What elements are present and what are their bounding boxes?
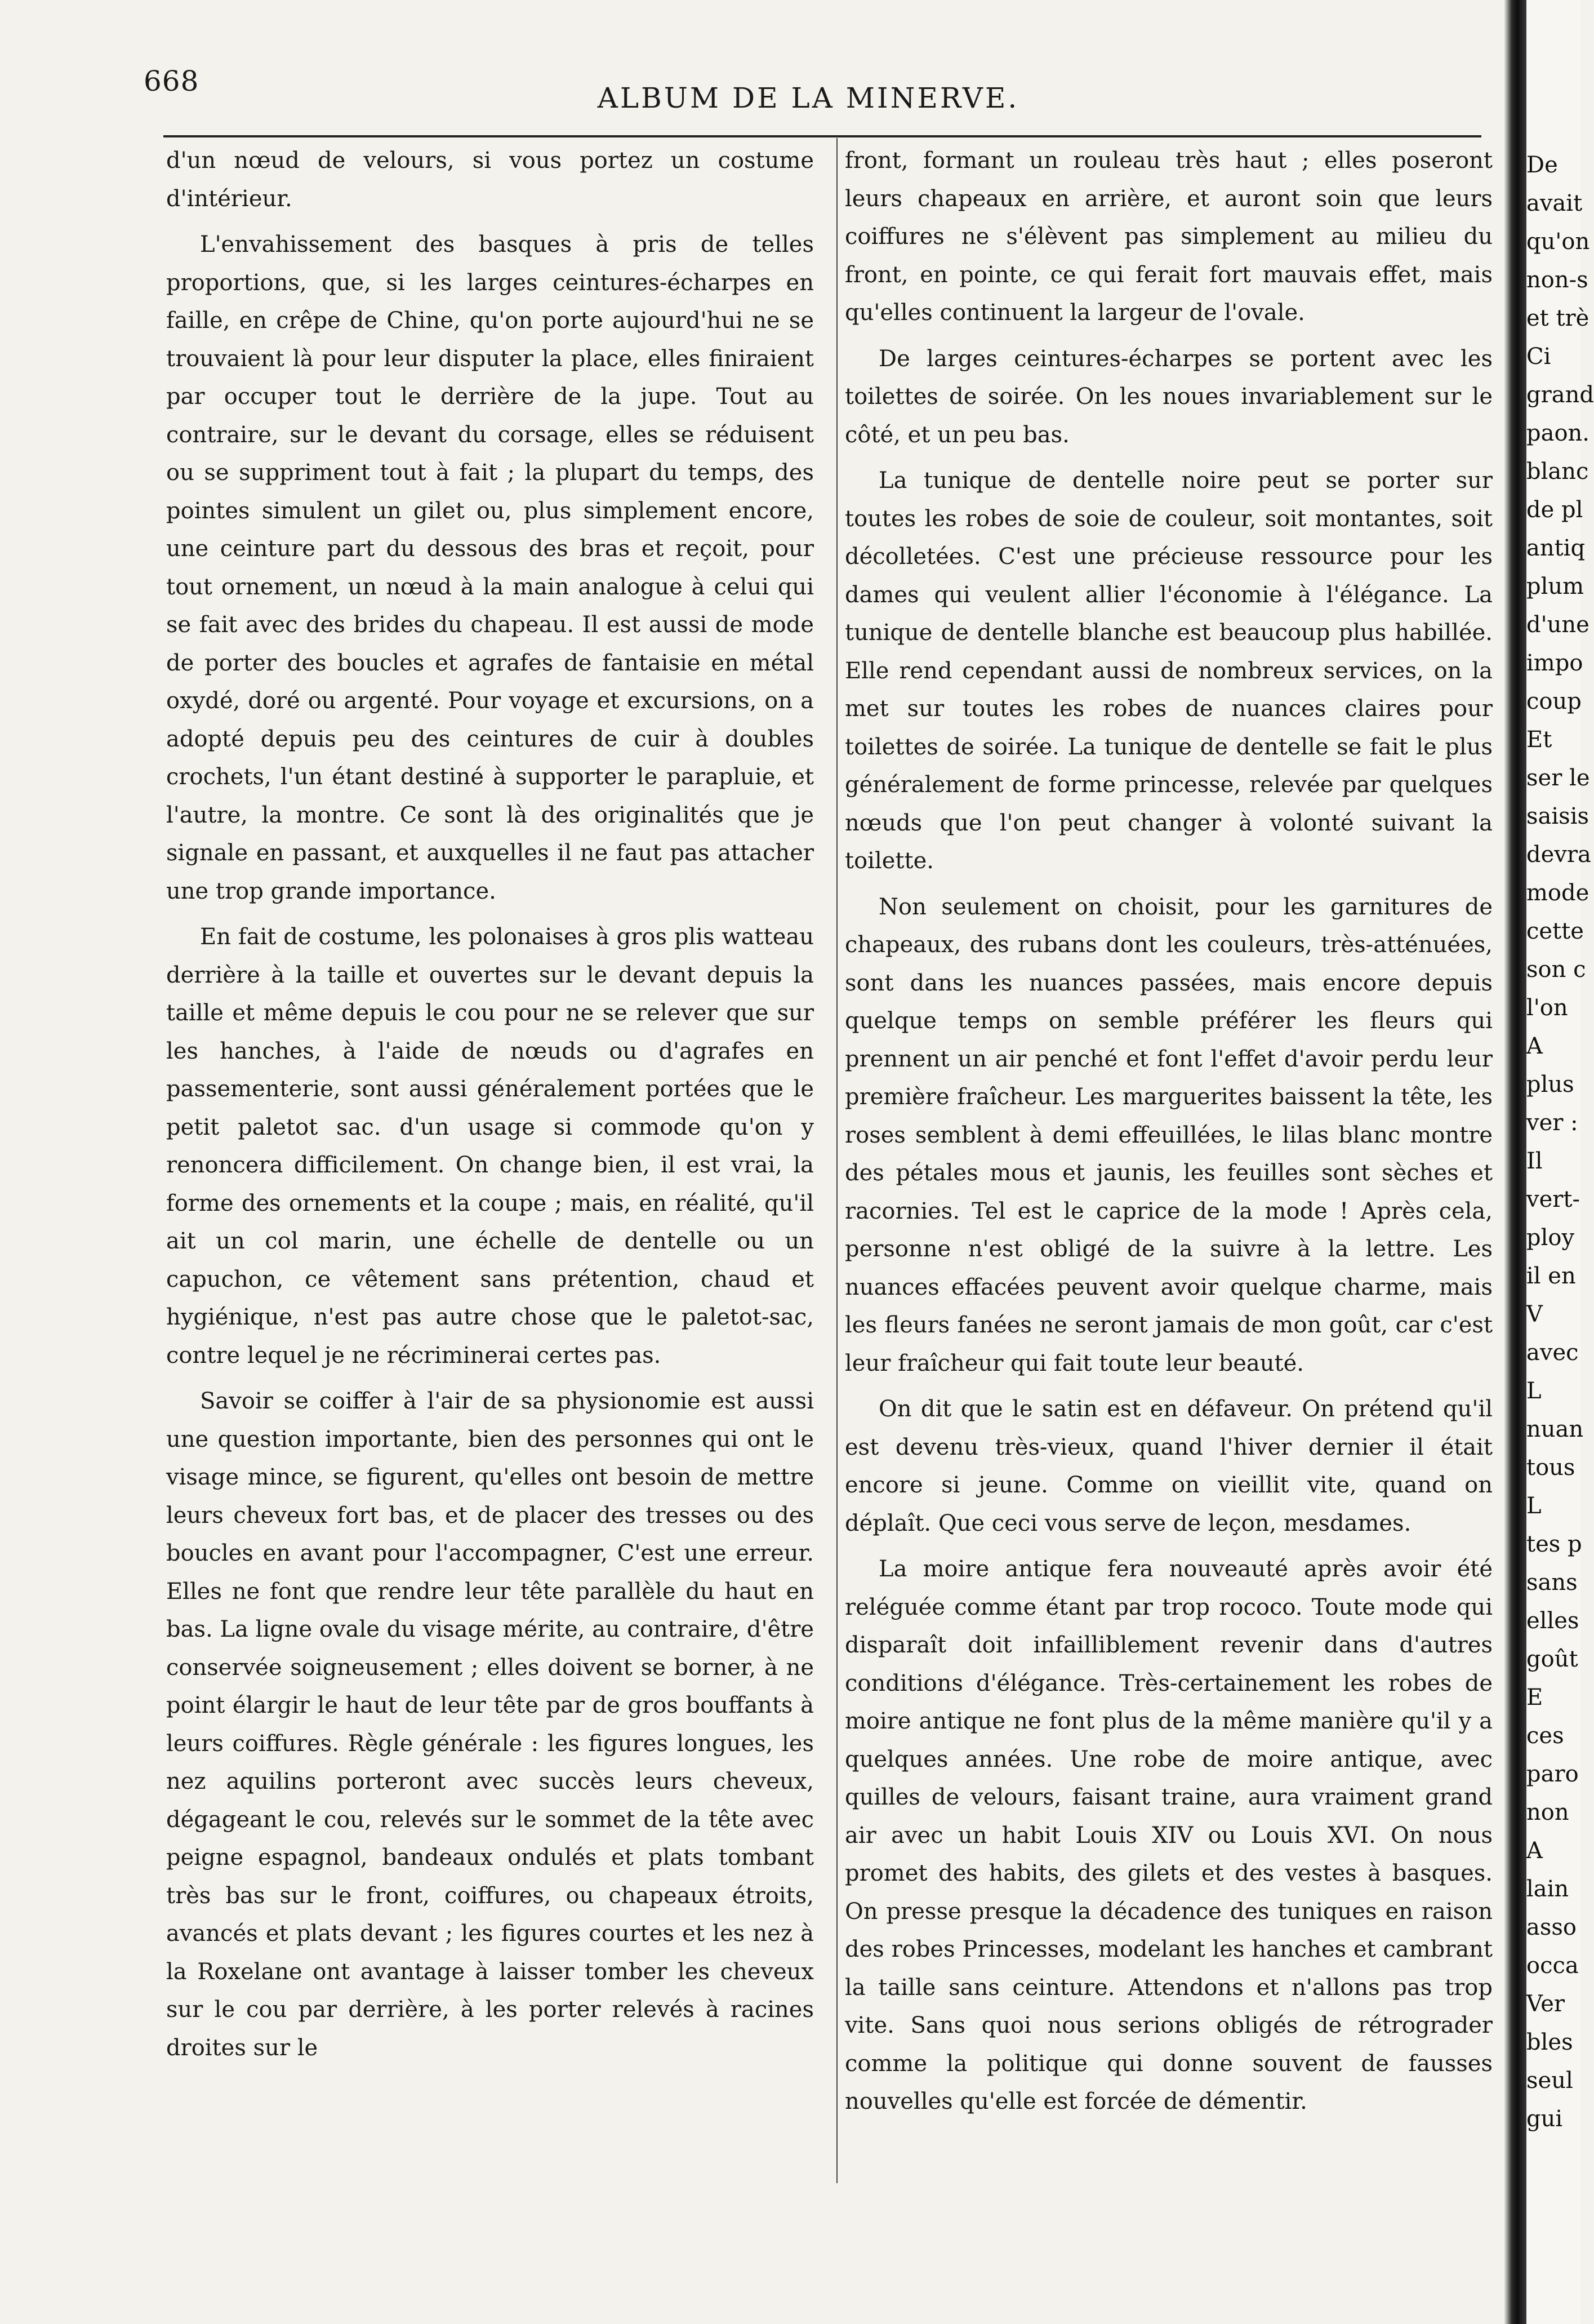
- paragraph: Savoir se coiffer à l'air de sa physionomie est aussi une question importante, bien des personnes qui ont le visage mince, se figurent, qu'elles ont besoin de mettre leurs cheveux fort bas, et de placer des tresses ou des boucles en avant pour l'accompagner, C'est une erreur. Elles ne font que rendre leur tête parallèle du haut en bas. La ligne ovale du visage mérite, au contraire, d'être conservée soigneusement ; elles doivent se borner, à ne point élargir le haut de leur tête par de gros bouffants à leurs coiffures. Règle générale : les figures longues, les nez aquilins porteront avec succès leurs cheveux, dégageant le cou, relevés sur le sommet de la tête avec peigne espagnol, bandeaux ondulés et plats tombant très bas sur le front, coiffures, ou chapeaux étroits, avancés et plats devant ; les figures courtes et les nez à la Roxelane ont avantage à laisser tomber les cheveux sur le cou par derrière, à les porter relevés à racines droites sur le: [166, 1388, 814, 2061]
- adjacent-page-text: tous: [1526, 1455, 1575, 1481]
- adjacent-page-text: occa: [1526, 1953, 1579, 1979]
- adjacent-page-text: cette: [1526, 918, 1584, 944]
- paragraph: La tunique de dentelle noire peut se porter sur toutes les robes de soie de couleur, soit montantes, soit décolletées. C'est une précieuse ressource pour les dames qui veulent allier l'économie à l'élégance. La tunique de dentelle blanche est beaucoup plus habillée. Elle rend cependant aussi de nombreux services, on la met sur toutes les robes de nuances claires pour toilettes de soirée. La tunique de dentelle se fait le plus généralement de forme princesse, relevée par quelques nœuds que l'on peut changer à volonté suivant la toilette.: [845, 468, 1493, 874]
- adjacent-page-text: non: [1526, 1799, 1569, 1825]
- adjacent-page-text: paro: [1526, 1761, 1579, 1787]
- adjacent-page-text: grand: [1526, 382, 1594, 408]
- adjacent-page-text: A: [1526, 1033, 1543, 1059]
- adjacent-page-text: L: [1526, 1493, 1542, 1519]
- adjacent-page-text: gui: [1526, 2106, 1563, 2132]
- adjacent-page-text: son c: [1526, 957, 1586, 983]
- paragraph: Non seulement on choisit, pour les garnitures de chapeaux, des rubans dont les couleurs, très-atténuées, sont dans les nuances passées, mais encore depuis quelque temps on semble préférer les fleurs qui prennent un air penché et font l'effet d'avoir perdu leur première fraîcheur. Les marguerites baissent la tête, les roses semblent à demi effeuillées, le lilas blanc montre des pétales mous et jaunis, les feuilles sont sèches et racornies. Tel est le caprice de la mode ! Après cela, personne n'est obligé de la suivre à la lettre. Les nuances effacées peuvent avoir quelque charme, mais les fleurs fanées ne seront jamais de mon goût, car c'est leur fraîcheur qui fait toute leur beauté.: [845, 894, 1493, 1376]
- header-rule: [163, 135, 1481, 137]
- running-title: ALBUM DE LA MINERVE.: [597, 82, 1019, 114]
- page-header: [144, 65, 1473, 114]
- adjacent-page-text: E: [1526, 1685, 1543, 1710]
- paragraph: De larges ceintures-écharpes se portent avec les toilettes de soirée. On les noues invariablement sur le côté, et un peu bas.: [845, 345, 1493, 448]
- adjacent-page-text: avait: [1526, 190, 1583, 216]
- adjacent-page-text: mode: [1526, 880, 1589, 906]
- right-column: [845, 142, 1493, 2129]
- adjacent-page-text: non-s: [1526, 267, 1588, 293]
- adjacent-page-text: avec: [1526, 1340, 1579, 1366]
- paragraph: front, formant un rouleau très haut ; elles poseront leurs chapeaux en arrière, et auront soin que leurs coiffures ne s'élèvent pas simplement au milieu du front, en pointe, ce qui ferait fort mauvais effet, mais qu'elles continuent la largeur de l'ovale.: [845, 148, 1493, 326]
- adjacent-page-text: Et: [1526, 727, 1552, 753]
- column-divider: [836, 138, 838, 2183]
- adjacent-page-text: bles: [1526, 2029, 1573, 2055]
- adjacent-page-text: Ver: [1526, 1991, 1565, 2017]
- adjacent-page-text: impo: [1526, 650, 1583, 676]
- adjacent-page-text: nuan: [1526, 1416, 1584, 1442]
- adjacent-page-text: asso: [1526, 1914, 1577, 1940]
- adjacent-page-text: elles: [1526, 1608, 1579, 1634]
- adjacent-page-text: antiq: [1526, 535, 1586, 561]
- adjacent-page-text: l'on: [1526, 995, 1568, 1021]
- adjacent-page-text: devra: [1526, 842, 1591, 868]
- left-column: [166, 142, 814, 2075]
- adjacent-page-text: sans: [1526, 1570, 1578, 1596]
- adjacent-page-text: goût: [1526, 1646, 1578, 1672]
- adjacent-page-text: blanc: [1526, 459, 1589, 485]
- paragraph: L'envahissement des basques à pris de telles proportions, que, si les larges ceintures-écharpes en faille, en crêpe de Chine, qu'on porte aujourd'hui ne se trouvaient là pour leur disputer la place, elles finiraient par occuper tout le derrière de la jupe. Tout au contraire, sur le devant du corsage, elles se réduisent ou se suppriment tout à fait ; la plupart du temps, des pointes simulent un gilet ou, plus simplement encore, une ceinture part du dessous des bras et reçoit, pour tout ornement, un nœud à la main analogue à celui qui se fait avec des brides du chapeau. Il est aussi de mode de porter des boucles et agrafes de fantaisie en métal oxydé, doré ou argenté. Pour voyage et excursions, on a adopté depuis peu des ceintures de cuir à doubles crochets, l'un étant destiné à supporter le parapluie, et l'autre, la montre. Ce sont là des originalités que je signale en passant, et auxquelles il ne faut pas attacher une trop grande importance.: [166, 232, 814, 904]
- adjacent-page-text: d'une: [1526, 612, 1589, 638]
- adjacent-page-text: De: [1526, 152, 1558, 178]
- adjacent-page-text: V: [1526, 1301, 1543, 1327]
- paragraph: On dit que le satin est en défaveur. On prétend qu'il est devenu très-vieux, quand l'hiver dernier il était encore si jeune. Comme on vieillit vite, quand on déplaît. Que ceci vous serve de leçon, mesdames.: [845, 1396, 1493, 1536]
- paragraph: La moire antique fera nouveauté après avoir été reléguée comme étant par trop rococo. Toute mode qui disparaît doit infailliblement revenir dans d'autres conditions d'élégance. Très-certainement les robes de moire antique ne font plus de la même manière qu'il y a quelques années. Une robe de moire antique, avec quilles de velours, faisant traine, aura vraiment grand air avec un habit Louis XIV ou Louis XVI. On nous promet des habits, des gilets et des vestes à basques. On presse presque la décadence des tuniques en raison des robes Princesses, modelant les hanches et cambrant la taille sans ceinture. Attendons et n'allons pas trop vite. Sans quoi nous serions obligés de rétrograder comme la politique qui donne souvent de fausses nouvelles qu'elle est forcée de démentir.: [845, 1556, 1493, 2114]
- adjacent-page-text: ver :: [1526, 1110, 1578, 1136]
- adjacent-page-text: vert-: [1526, 1187, 1580, 1212]
- adjacent-page-text: L: [1526, 1378, 1542, 1404]
- adjacent-page-text: plum: [1526, 574, 1584, 599]
- adjacent-page-text: A: [1526, 1838, 1543, 1864]
- adjacent-page-text: tes p: [1526, 1531, 1582, 1557]
- adjacent-page-text: lain: [1526, 1876, 1569, 1902]
- adjacent-page-text: ploy: [1526, 1225, 1575, 1251]
- page-number: 668: [144, 65, 199, 97]
- page-edge: [1504, 0, 1526, 2324]
- adjacent-page-text: coup: [1526, 688, 1582, 714]
- adjacent-page-fragment: [1526, 0, 1594, 2324]
- adjacent-page-text: ser le: [1526, 765, 1590, 791]
- paragraph: En fait de costume, les polonaises à gros plis watteau derrière à la taille et ouvertes sur le devant depuis la taille et même depuis le cou pour ne se relever que sur les hanches, à l'aide de nœuds ou d'agrafes en passementerie, sont aussi généralement portées que le petit paletot sac. d'un usage si commode qu'on y renoncera difficilement. On change bien, il est vrai, la forme des ornements et la coupe ; mais, en réalité, qu'il ait un col marin, une échelle de dentelle ou un capuchon, ce vêtement sans prétention, chaud et hygiénique, n'est pas autre chose que le paletot-sac, contre lequel je ne récriminerai certes pas.: [166, 924, 814, 1368]
- adjacent-page-text: plus: [1526, 1072, 1574, 1097]
- adjacent-page-text: de pl: [1526, 497, 1583, 523]
- adjacent-page-text: qu'on: [1526, 229, 1590, 255]
- adjacent-page-text: saisis: [1526, 803, 1589, 829]
- adjacent-page-text: ces: [1526, 1723, 1564, 1749]
- adjacent-page-text: il en: [1526, 1263, 1576, 1289]
- paragraph: d'un nœud de velours, si vous portez un costume d'intérieur.: [166, 148, 814, 212]
- adjacent-page-text: et trè: [1526, 305, 1589, 331]
- adjacent-page-text: Ci: [1526, 344, 1551, 370]
- adjacent-page-text: seul: [1526, 2068, 1573, 2094]
- adjacent-page-text: paon.: [1526, 420, 1590, 446]
- adjacent-page-text: Il: [1526, 1148, 1543, 1174]
